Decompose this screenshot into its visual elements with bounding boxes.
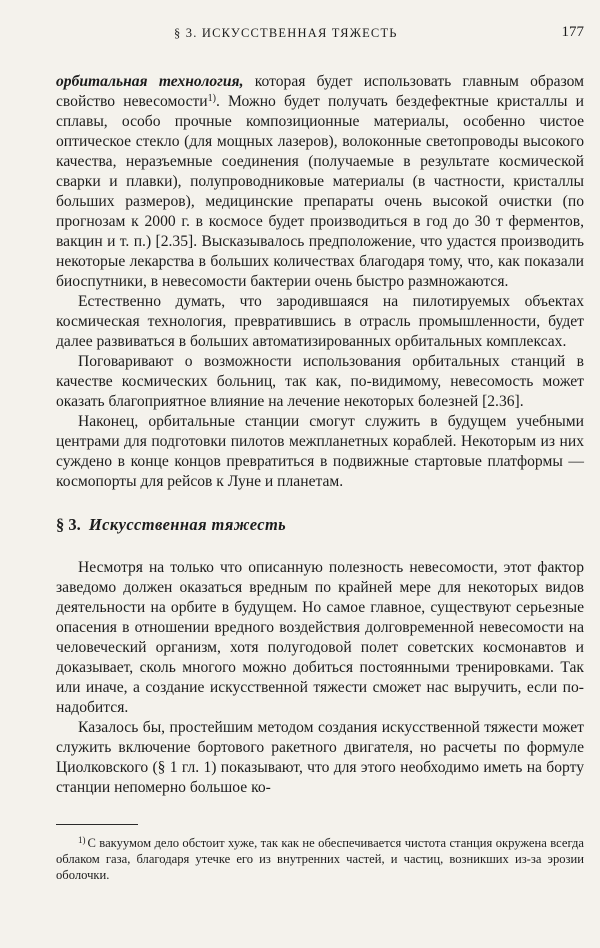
footnote-mark: 1)	[78, 835, 86, 845]
page-number: 177	[561, 24, 584, 40]
footnote-text: С вакуумом дело обстоит хуже, так как не обеспечивается чистота станция окружена всегда облаком газа, благодаря утечке его из внутренних частей, и частиц, возникших из-за эрозии оболочки.	[56, 836, 584, 882]
footnote-divider	[56, 824, 138, 825]
paragraph-training-centers: Наконец, орбитальные станции смогут служить в будущем учебными центрами для подготовки пилотов межпланетных кораблей. Некоторым из них суждено в конце концов превратиться в подвижные стартовые платформы — космопорты для рейсов к Луне и планетам.	[56, 413, 584, 490]
section-number: § 3.	[56, 515, 81, 534]
footnote	[56, 835, 584, 883]
paragraph-orbital-technology	[56, 72, 584, 292]
running-head	[56, 22, 584, 46]
section-heading	[56, 514, 584, 536]
footnote-reference: 1)	[207, 93, 216, 104]
running-head-title: § 3. ИСКУССТВЕННАЯ ТЯЖЕСТЬ	[174, 26, 398, 40]
paragraph-text: которая будет использовать главным образом свойство невесомости	[56, 73, 585, 110]
paragraph-space-technology: Естественно думать, что зародившаяся на пилотируемых объектах космическая технология, превратившись в отрасль промышленности, будет далее развиваться в больших автоматизированных орбитальных комплексах.	[56, 293, 584, 350]
paragraph-space-hospitals: Поговаривают о возможности использования орбитальных станций в качестве космических больниц, так как, по-видимому, невесомость может оказать благоприятное влияние на лечение некоторых болезней [2.36].	[56, 353, 584, 410]
paragraph-weightlessness-harm: Несмотря на только что описанную полезность невесомости, этот фактор заведомо должен оказаться вредным по крайней мере для некоторых видов деятельности на орбите в будущем. Но самое главное, существуют серьезные опасения в отношении вредного воздействия долговременной невесомости на человеческий организм, хотя полугодовой полет советских космонавтов и доказывает, сколь многого можно добиться постоянными тренировками. Так или иначе, а создание искусственной тяжести сможет нас выручить, если понадобится.	[56, 559, 584, 716]
paragraph-artificial-gravity-method: Казалось бы, простейшим методом создания искусственной тяжести может служить включение бортового ракетного двигателя, но расчеты по формуле Циолковского (§ 1 гл. 1) показывают, что для этого необходимо иметь на борту станции непомерно большое ко-	[56, 719, 584, 796]
book-page	[56, 22, 584, 883]
section-title: Искусственная тяжесть	[88, 515, 287, 534]
paragraph-text: . Можно будет получать бездефектные кристаллы и сплавы, особо прочные композиционные материалы, особенно чистое оптическое стекло (для мощных лазеров), волоконные светопроводы высокого качества, неразъемные соединения (получаемые в результате космической сварки и плавки), полупроводниковые материалы (в частности, кристаллы больших размеров), медицинские препараты очень высокой очистки (по прогнозам к 2000 г. в космосе будет производиться в год до 30 т ферментов, вакцин и т. п.) [2.35]. Высказывалось предположение, что удастся производить некоторые лекарства в больших количествах благодаря тому, что, как показали биоспутники, в невесомости бактерии очень быстро размножаются.	[56, 93, 584, 290]
term-orbital-technology: орбитальная технология,	[56, 73, 244, 90]
